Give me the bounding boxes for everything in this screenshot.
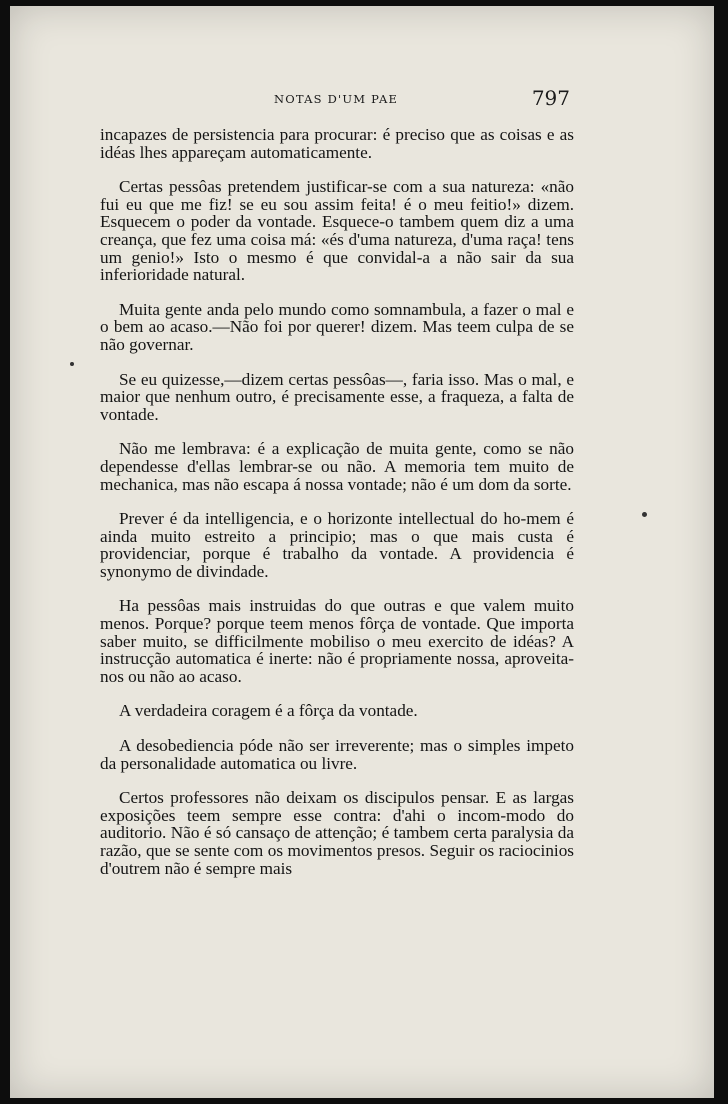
paragraph: Prever é da intelligencia, e o horizonte intellectual do ho-mem é ainda muito estreito a principio; mas o que mais custa é providenciar, porque é trabalho da vontade. A providencia é synonymo de divindade. [100, 509, 574, 581]
paragraph: Ha pessôas mais instruidas do que outras e que valem muito menos. Porque? porque teem menos fôrça de vontade. Que importa saber muito, se difficilmente mobiliso o meu exercito de idéas? A instrucção automatica é inerte: não é propriamente nossa, aproveita-nos ou não ao acaso. [100, 596, 574, 686]
paragraph: Não me lembrava: é a explicação de muita gente, como se não dependesse d'ellas lembrar-se ou não. A memoria tem muito de mechanica, mas não escapa á nossa vontade; não é um dom da sorte. [100, 439, 574, 494]
body-text [100, 126, 574, 894]
paragraph: Se eu quizesse,—dizem certas pessôas—, faria isso. Mas o mal, e maior que nenhum outro, é precisamente esse, a fraqueza, a falta de vontade. [100, 369, 574, 424]
ink-speck [70, 362, 74, 366]
paragraph: Certos professores não deixam os discipulos pensar. E as largas exposições teem sempre esse contra: d'ahi o incom-modo do auditorio. Não é só cansaço de attenção; é tambem certa paralysia da razão, que se sente com os movimentos presos. Seguir os raciocinios d'outrem não é sempre mais [100, 788, 574, 878]
paragraph: Certas pessôas pretendem justificar-se com a sua natureza: «não fui eu que me fiz! se eu sou assim feita! é o meu feitio!» dizem. Esquecem o poder da vontade. Esquece-o tambem quem diz a uma creança, que fez uma coisa má: «és d'uma natureza, d'uma raça! tens um genio!» Isto o mesmo é que convidal-a a não sair da sua inferioridade natural. [100, 177, 574, 285]
running-head: NOTAS D'UM PAE [274, 92, 399, 106]
paragraph: Muita gente anda pelo mundo como somnambula, a fazer o mal e o bem ao acaso.—Não foi por querer! dizem. Mas teem culpa de se não governar. [100, 299, 574, 354]
paragraph: A desobediencia póde não ser irreverente; mas o simples impeto da personalidade automatica ou livre. [100, 736, 574, 773]
paragraph: incapazes de persistencia para procurar: é preciso que as coisas e as idéas lhes appareçam automaticamente. [100, 125, 574, 162]
ink-speck [642, 512, 647, 517]
page-header [92, 86, 574, 116]
paragraph: A verdadeira coragem é a fôrça da vontade. [119, 701, 418, 721]
page-number: 797 [531, 86, 570, 110]
